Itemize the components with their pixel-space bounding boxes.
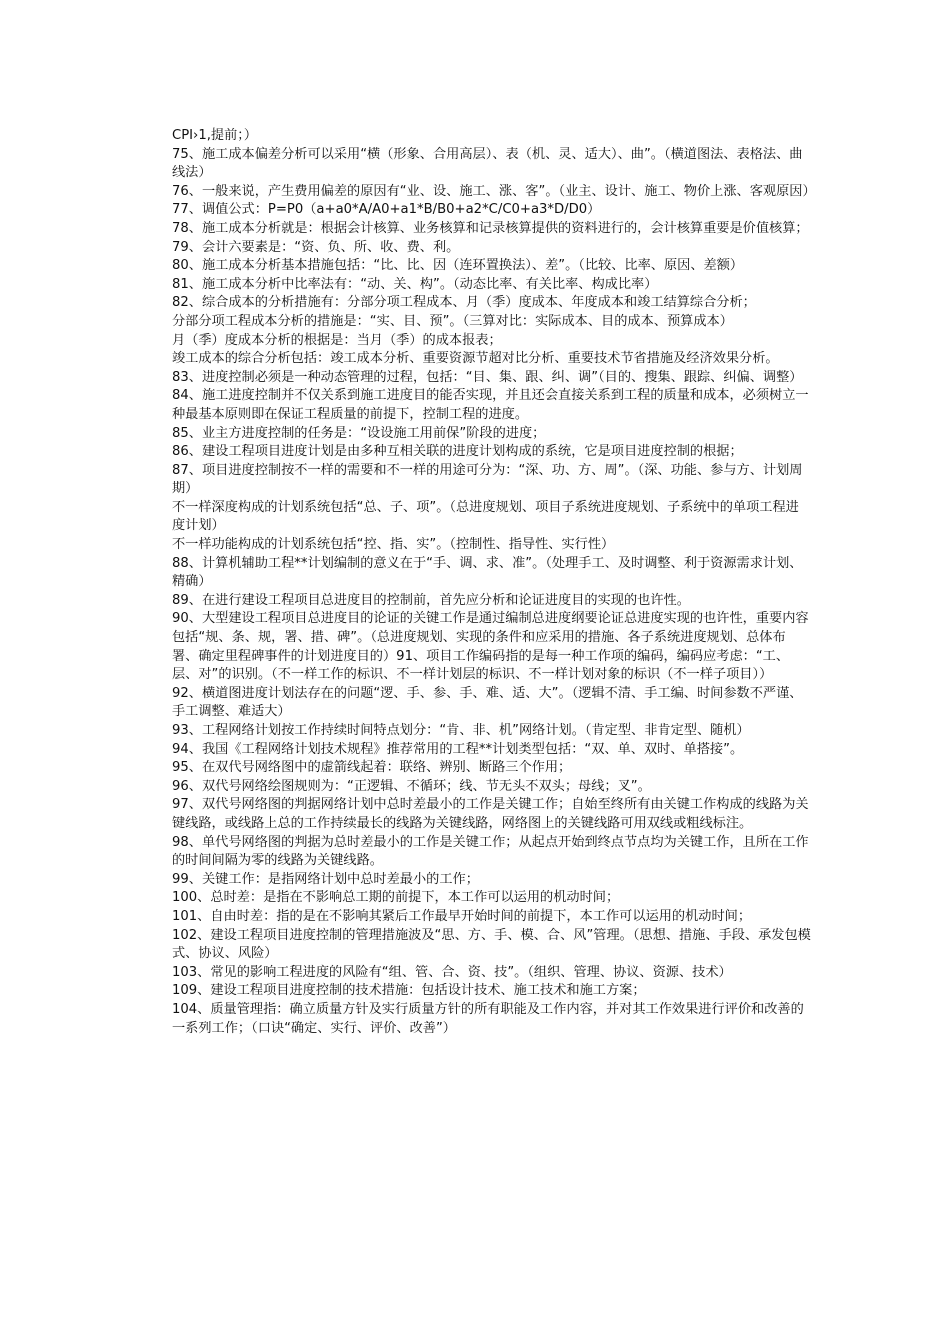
document-body (172, 127, 816, 1038)
text-line: 84、施工进度控制并不仅关系到施工进度目的能否实现，并且还会直接关系到工程的质量和成本，必须树立一种最基本原则即在保证工程质量的前提下，控制工程的进度。 (172, 388, 809, 422)
text-line: 82、综合成本的分析措施有：分部分项工程成本、月（季）度成本、年度成本和竣工结算综合分析； (172, 295, 756, 311)
text-line: 79、会计六要素是：“资、负、所、收、费、利。 (172, 239, 460, 255)
text-line: 80、施工成本分析基本措施包括：“比、比、因（连环置换法）、差”。（比较、比率、原因、差额） (172, 258, 744, 274)
text-line: 87、项目进度控制按不一样的需要和不一样的用途可分为：“深、功、方、周”。（深、功能、参与方、计划周期） (172, 462, 803, 497)
text-line: 分部分项工程成本分析的措施是：“实、目、预”。（三算对比：实际成本、目的成本、预算成本） (172, 313, 733, 329)
text-line: 76、一般来说，产生费用偏差的原因有“业、设、施工、涨、客”。（业主、设计、施工、物价上涨、客观原因） (172, 183, 816, 199)
text-line: 不一样深度构成的计划系统包括“总、子、项”。（总进度规划、项目子系统进度规划、子系统中的单项工程进度计划） (172, 499, 799, 534)
text-line: 不一样功能构成的计划系统包括“控、指、实”。（控制性、指导性、实行性） (172, 537, 615, 553)
text-line: 78、施工成本分析就是：根据会计核算、业务核算和记录核算提供的资料进行的，会计核算重要是价值核算； (172, 220, 809, 236)
text-line: CPI›1,提前；） (172, 128, 258, 143)
text-line: 104、质量管理指：确立质量方针及实行质量方针的所有职能及工作内容，并对其工作效果进行评价和改善的一系列工作；（口诀“确定、实行、评价、改善”） (172, 1001, 804, 1036)
text-line: 103、常见的影响工程进度的风险有“组、管、合、资、技”。（组织、管理、协议、资源、技术） (172, 964, 732, 980)
text-line: 月（季）度成本分析的根据是：当月（季）的成本报表； (172, 332, 502, 348)
text-line: 85、业主方进度控制的任务是：“设设施工用前保”阶段的进度； (172, 425, 546, 441)
text-line: 88、计算机辅助工程**计划编制的意义在于“手、调、求、准”。（处理手工、及时调整、利于资源需求计划、精确） (172, 555, 803, 590)
text-line: 75、施工成本偏差分析可以采用“横（形象、合用高层）、表（机、灵、适大）、曲”。（横道图法、表格法、曲线法） (172, 146, 803, 181)
text-line: 101、自由时差：指的是在不影响其紧后工作最早开始时间的前提下，本工作可以运用的机动时间； (172, 908, 752, 924)
text-line: 97、双代号网络图的判据网络计划中总时差最小的工作是关键工作；自始至终所有由关键工作构成的线路为关键线路，或线路上总的工作持续最长的线路为关键线路，网络图上的关键线路可用双线或粗线标注。 (172, 797, 809, 831)
text-line: 83、进度控制必须是一种动态管理的过程，包括：“目、集、跟、纠、调”（目的、搜集、跟踪、纠偏、调整） (172, 369, 803, 385)
text-line: 竣工成本的综合分析包括：竣工成本分析、重要资源节超对比分析、重要技术节省措施及经济效果分析。 (172, 351, 779, 367)
text-line: 100、总时差：是指在不影响总工期的前提下，本工作可以运用的机动时间； (172, 890, 620, 906)
text-line: 81、施工成本分析中比率法有：“动、关、构”。（动态比率、有关比率、构成比率） (172, 276, 658, 292)
text-line: 86、建设工程项目进度计划是由多种互相关联的进度计划构成的系统，它是项目进度控制的根据； (172, 444, 743, 460)
text-line: 90、大型建设工程项目总进度目的论证的关键工作是通过编制总进度纲要论证总进度实现的也许性，重要内容包括“规、条、规，署、措、碑”。（总进度规划、实现的条件和应采用的措施、各子系统进度规划、总体布署、确定里程碑事件的计划进度目的）91、项目工作编码指的是每一种工作项的编码，编码应考虑：“工、层、对”的识别。（不一样工作的标识、不一样计划层的标识、不一样计划对象的标识（不一样子项目）） (172, 611, 809, 683)
text-line: 93、工程网络计划按工作持续时间特点划分：“肯、非、机”网络计划。（肯定型、非肯定型、随机） (172, 723, 750, 738)
text-line: 89、在进行建设工程项目总进度目的控制前，首先应分析和论证进度目的实现的也许性。 (172, 592, 690, 608)
text-line: 109、建设工程项目进度控制的技术措施：包括设计技术、施工技术和施工方案； (172, 983, 646, 999)
text-line: 77、调值公式：P=P0（a+a0*A/A0+a1*B/B0+a2*C/C0+a3*D/D0） (172, 202, 601, 218)
text-line: 92、横道图进度计划法存在的问题“逻、手、参、手、难、适、大”。（逻辑不清、手工编、时间参数不严谨、手工调整、难适大） (172, 685, 803, 720)
text-line: 99、关键工作：是指网络计划中总时差最小的工作； (172, 871, 479, 887)
text-line: 96、双代号网络绘图规则为：“正逻辑、不循环；线、节无头不双头；母线；叉”。 (172, 778, 651, 794)
text-line: 98、单代号网络图的判据为总时差最小的工作是关键工作；从起点开始到终点节点均为关键工作，且所在工作的时间间隔为零的线路为关键线路。 (172, 834, 809, 869)
text-line: 94、我国《工程网络计划技术规程》推荐常用的工程**计划类型包括：“双、单、双时、单搭接”。 (172, 741, 744, 757)
text-line: 102、建设工程项目进度控制的管理措施波及“思、方、手、模、合、风”管理。（思想、措施、手段、承发包模式、协议、风险） (172, 927, 811, 962)
text-line: 95、在双代号网络图中的虚箭线起着：联络、辨别、断路三个作用； (172, 760, 572, 776)
